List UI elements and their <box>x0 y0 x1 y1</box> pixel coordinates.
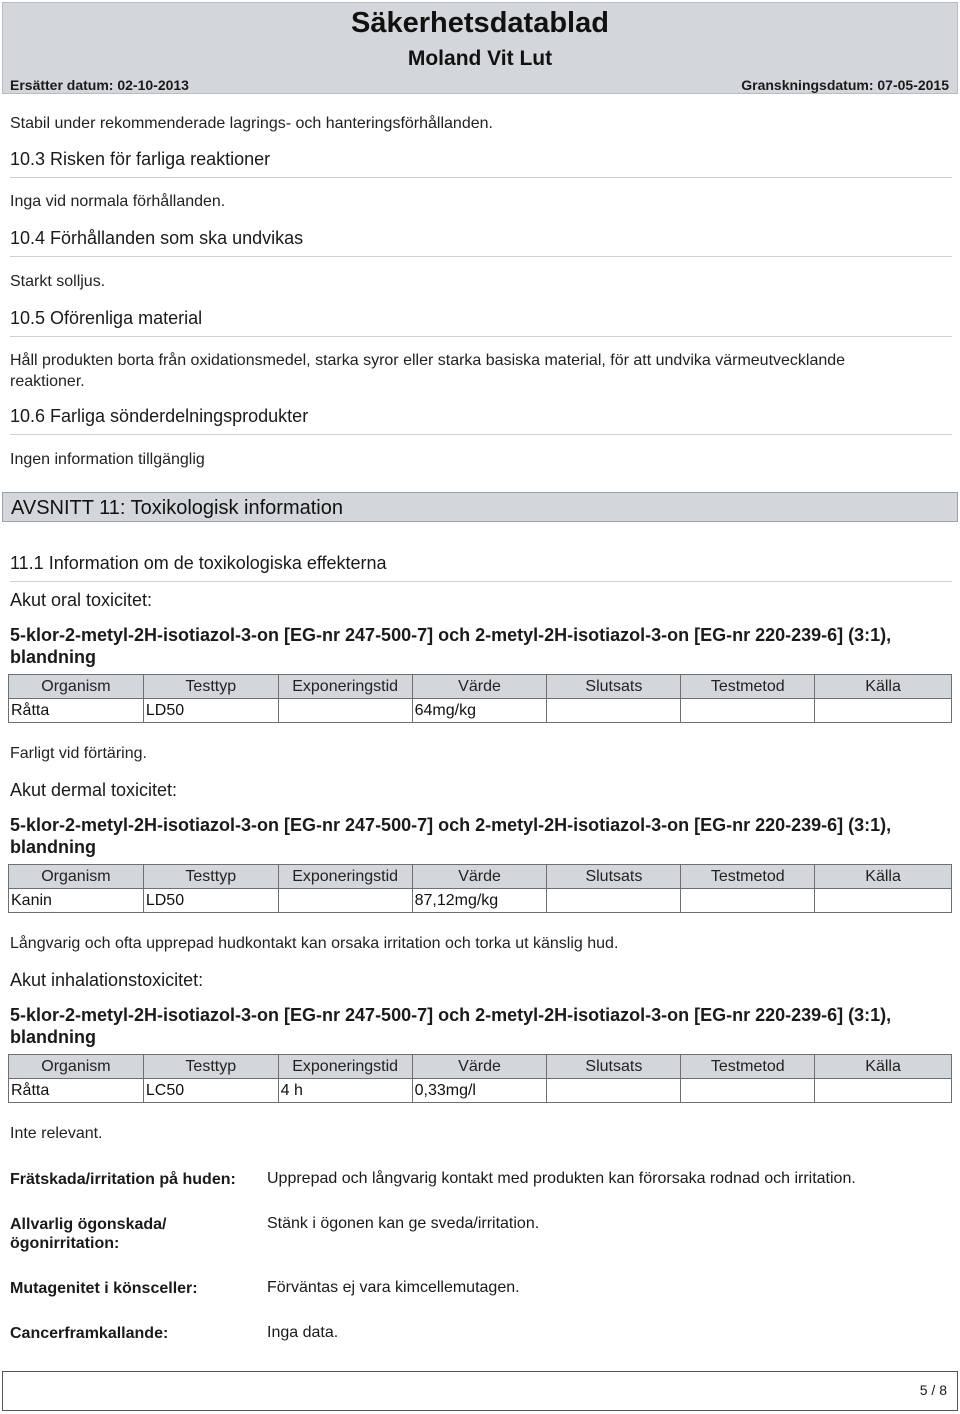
col-organism: Organism <box>9 675 144 699</box>
col-kalla: Källa <box>815 865 952 889</box>
oral-note: Farligt vid förtäring. <box>10 745 147 762</box>
section-11-band <box>2 492 958 522</box>
skin-irritation-value: Upprepad och långvarig kontakt med produkten kan förorsaka rodnad och irritation. <box>267 1170 856 1187</box>
mutagenicity-value: Förväntas ej vara kimcellemutagen. <box>267 1279 520 1296</box>
subsection-10-6-text: Ingen information tillgänglig <box>10 451 205 468</box>
cell-testmetod <box>681 1079 815 1103</box>
document-title: Säkerhetsdatablad <box>351 7 609 39</box>
col-kalla: Källa <box>815 1055 952 1079</box>
subsection-10-5-text-line1: Håll produkten borta från oxidationsmedel, starka syror eller starka basiska material, för att undvika värmeutvecklande <box>10 352 846 369</box>
col-testtyp: Testtyp <box>143 1055 278 1079</box>
dermal-toxicity-heading: Akut dermal toxicitet: <box>10 780 178 800</box>
table-row <box>9 699 952 723</box>
col-testtyp: Testtyp <box>143 675 278 699</box>
subsection-10-5-text-line2: reaktioner. <box>10 373 85 390</box>
cell-testtyp: LC50 <box>143 1079 278 1103</box>
inhalation-toxicity-heading: Akut inhalationstoxicitet: <box>10 970 204 990</box>
subsection-10-3-text: Inga vid normala förhållanden. <box>10 193 226 210</box>
subsection-10-4-title: 10.4 Förhållanden som ska undvikas <box>10 228 952 257</box>
col-exponeringstid: Exponeringstid <box>278 675 412 699</box>
dermal-note: Långvarig och ofta upprepad hudkontakt kan orsaka irritation och torka ut känslig hud. <box>10 935 619 952</box>
mutagenicity-label: Mutagenitet i könsceller: <box>10 1280 198 1297</box>
table-row <box>9 889 952 913</box>
skin-irritation-label: Frätskada/irritation på huden: <box>10 1171 236 1188</box>
replaces-date: Ersätter datum: 02-10-2013 <box>10 77 189 93</box>
col-testmetod: Testmetod <box>681 865 815 889</box>
cell-organism: Kanin <box>9 889 144 913</box>
col-organism: Organism <box>9 865 144 889</box>
document-header <box>2 2 958 94</box>
cell-slutsats <box>547 1079 681 1103</box>
col-slutsats: Slutsats <box>547 675 681 699</box>
cell-slutsats <box>547 889 681 913</box>
cell-testmetod <box>681 699 815 723</box>
inhalation-substance-name: 5-klor-2-metyl-2H-isotiazol-3-on [EG-nr 247-500-7] och 2-metyl-2H-isotiazol-3-on [EG-nr 220-239-6] (3:1), blandning <box>10 1005 892 1047</box>
subsection-10-4-text: Starkt solljus. <box>10 273 106 290</box>
table-header-row <box>9 675 952 699</box>
cell-slutsats <box>547 699 681 723</box>
inhalation-note: Inte relevant. <box>10 1125 103 1142</box>
cell-varde: 0,33mg/l <box>412 1079 547 1103</box>
col-exponeringstid: Exponeringstid <box>278 865 412 889</box>
subsection-11-1-title: 11.1 Information om de toxikologiska effekterna <box>10 553 952 582</box>
subsection-10-6-title: 10.6 Farliga sönderdelningsprodukter <box>10 406 952 435</box>
cell-testtyp: LD50 <box>143 889 278 913</box>
cell-varde: 87,12mg/kg <box>412 889 547 913</box>
col-slutsats: Slutsats <box>547 865 681 889</box>
col-testtyp: Testtyp <box>143 865 278 889</box>
eye-damage-label: Allvarlig ögonskada/ögonirritation: <box>10 1216 167 1252</box>
subsection-10-3-title: 10.3 Risken för farliga reaktioner <box>10 149 952 178</box>
carcinogenicity-value: Inga data. <box>267 1324 339 1341</box>
cell-testmetod <box>681 889 815 913</box>
review-date: Granskningsdatum: 07-05-2015 <box>741 77 949 93</box>
cell-varde: 64mg/kg <box>412 699 547 723</box>
col-testmetod: Testmetod <box>681 1055 815 1079</box>
col-kalla: Källa <box>815 675 952 699</box>
page-number: 5 / 8 <box>919 1382 947 1398</box>
cell-exponeringstid <box>278 889 412 913</box>
cell-kalla <box>815 889 952 913</box>
col-exponeringstid: Exponeringstid <box>278 1055 412 1079</box>
table-row <box>9 1079 952 1103</box>
stability-text: Stabil under rekommenderade lagrings- och hanteringsförhållanden. <box>10 115 493 132</box>
cell-organism: Råtta <box>9 699 144 723</box>
cell-kalla <box>815 1079 952 1103</box>
col-varde: Värde <box>412 865 547 889</box>
oral-toxicity-table <box>8 674 952 723</box>
product-name: Moland Vit Lut <box>407 47 553 70</box>
cell-exponeringstid <box>278 699 412 723</box>
carcinogenicity-label: Cancerframkallande: <box>10 1325 169 1342</box>
cell-exponeringstid: 4 h <box>278 1079 412 1103</box>
section-11-title: AVSNITT 11: Toxikologisk information <box>11 497 343 519</box>
cell-organism: Råtta <box>9 1079 144 1103</box>
inhalation-toxicity-table <box>8 1054 952 1103</box>
col-organism: Organism <box>9 1055 144 1079</box>
col-slutsats: Slutsats <box>547 1055 681 1079</box>
subsection-10-5-title: 10.5 Oförenliga material <box>10 308 952 337</box>
table-header-row <box>9 1055 952 1079</box>
table-header-row <box>9 865 952 889</box>
page-footer <box>2 1371 958 1411</box>
oral-toxicity-heading: Akut oral toxicitet: <box>10 590 153 610</box>
oral-substance-name: 5-klor-2-metyl-2H-isotiazol-3-on [EG-nr 247-500-7] och 2-metyl-2H-isotiazol-3-on [EG-nr 220-239-6] (3:1), blandning <box>10 625 892 667</box>
dermal-toxicity-table <box>8 864 952 913</box>
eye-damage-value: Stänk i ögonen kan ge sveda/irritation. <box>267 1215 540 1232</box>
col-varde: Värde <box>412 675 547 699</box>
dermal-substance-name: 5-klor-2-metyl-2H-isotiazol-3-on [EG-nr 247-500-7] och 2-metyl-2H-isotiazol-3-on [EG-nr 220-239-6] (3:1), blandning <box>10 815 892 857</box>
cell-kalla <box>815 699 952 723</box>
col-varde: Värde <box>412 1055 547 1079</box>
cell-testtyp: LD50 <box>143 699 278 723</box>
col-testmetod: Testmetod <box>681 675 815 699</box>
